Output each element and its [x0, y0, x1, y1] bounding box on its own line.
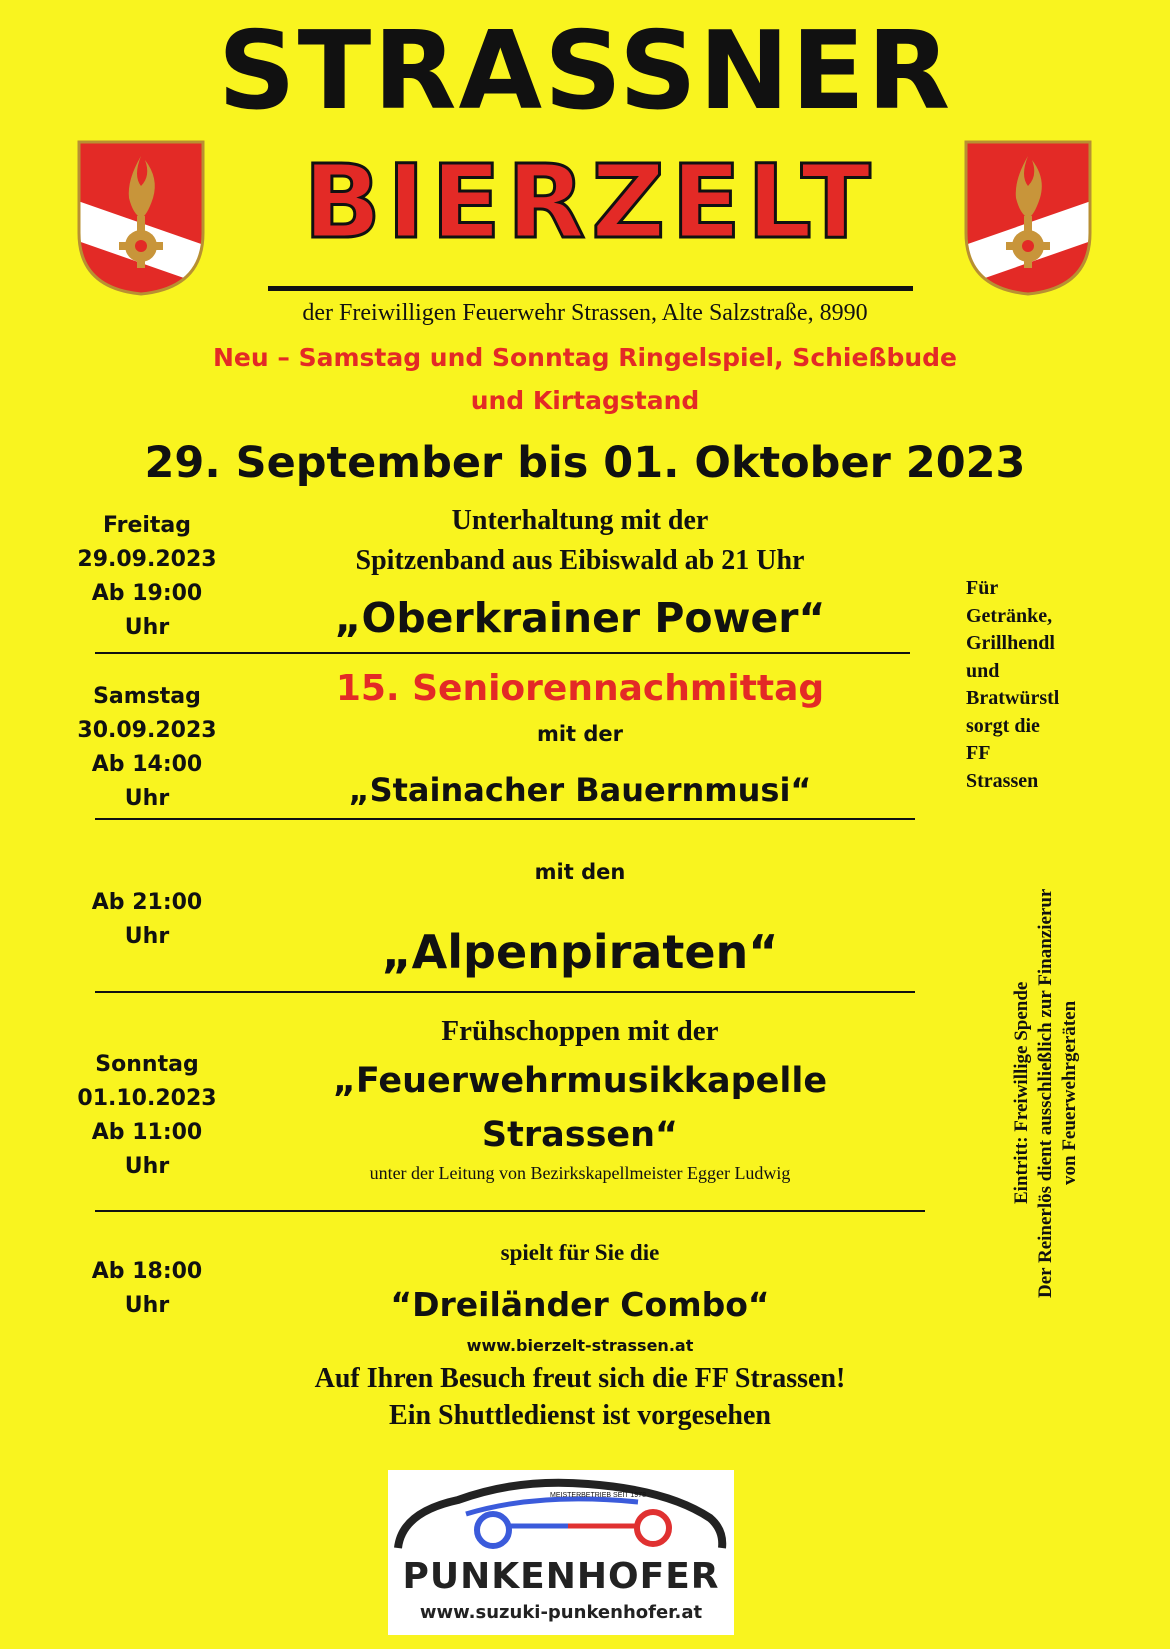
fire-brigade-emblem-right-icon: [962, 138, 1094, 298]
sunday-act-line-1: „Feuerwehrmusikkapelle: [332, 1061, 828, 1101]
friday-intro-2: Spitzenband aus Eibiswald ab 21 Uhr: [355, 545, 805, 576]
sunday-leader: unter der Leitung von Bezirkskapellmeister Egger Ludwig: [369, 1163, 791, 1183]
day-time: Ab 19:00: [91, 581, 203, 606]
saturday-event: 15. Seniorennachmittag: [335, 668, 825, 709]
day-time: Ab 11:00: [91, 1120, 203, 1145]
day-label: Samstag: [93, 684, 201, 709]
poster-title: STRASSNER: [217, 9, 953, 134]
catering-note: [966, 575, 1059, 795]
news-line-1: Neu – Samstag und Sonntag Ringelspiel, Schießbude: [213, 343, 957, 372]
day-time: Ab 14:00: [91, 752, 203, 777]
time-unit: Uhr: [124, 786, 170, 811]
saturday-evening-intro: mit den: [534, 860, 626, 884]
saturday-act: „Stainacher Bauernmusi“: [348, 771, 812, 809]
title-divider: [268, 286, 913, 291]
sunday-act-line-2: Strassen“: [481, 1115, 679, 1155]
day-date: 01.10.2023: [77, 1086, 217, 1111]
event-dates: 29. September bis 01. Oktober 2023: [144, 438, 1026, 488]
sunday-evening-act: “Dreiländer Combo“: [390, 1285, 770, 1324]
section-divider: [95, 818, 915, 820]
sunday-evening-schedule: [62, 1255, 232, 1323]
shuttle-note: Ein Shuttledienst ist vorgesehen: [389, 1400, 771, 1431]
sunday-schedule: [62, 1048, 232, 1184]
saturday-intro: mit der: [536, 722, 624, 746]
day-time: Ab 21:00: [91, 890, 203, 915]
entry-line-3: von Feuerwehrgeräten: [1059, 1000, 1080, 1186]
catering-line: und: [966, 659, 1000, 682]
sunday-intro: Frühschoppen mit der: [441, 1015, 719, 1047]
saturday-schedule: [62, 680, 232, 816]
catering-line: FF: [966, 742, 991, 764]
fire-brigade-emblem-left-icon: [75, 138, 207, 298]
entry-line-1: Eintritt: Freiwillige Spende: [1011, 981, 1032, 1205]
section-divider: [95, 652, 910, 654]
website-link[interactable]: www.bierzelt-strassen.at: [466, 1336, 694, 1355]
time-unit: Uhr: [124, 1293, 170, 1318]
organizer-line: der Freiwilligen Feuerwehr Strassen, Alte Salzstraße, 8990: [302, 300, 868, 326]
car-logo-icon: [388, 1470, 734, 1570]
catering-line: Grillhendl: [966, 632, 1055, 654]
entry-line-2: Der Reinerlös dient ausschließlich zur Finanzierur: [1035, 888, 1056, 1298]
entry-note: [1010, 838, 1090, 1348]
friday-act: „Oberkrainer Power“: [334, 594, 826, 642]
catering-line: Bratwürstl: [966, 687, 1060, 709]
time-unit: Uhr: [124, 1154, 170, 1179]
day-label: Freitag: [102, 513, 192, 538]
day-time: Ab 18:00: [91, 1259, 203, 1284]
sponsor-name: PUNKENHOFER: [402, 1556, 720, 1597]
friday-schedule: [62, 509, 232, 645]
section-divider: [95, 991, 915, 993]
saturday-evening-act: „Alpenpiraten“: [381, 925, 779, 979]
greeting: Auf Ihren Besuch freut sich die FF Strassen!: [314, 1363, 846, 1394]
time-unit: Uhr: [124, 924, 170, 949]
saturday-evening-schedule: [62, 886, 232, 954]
poster-subtitle: BIERZELT: [303, 143, 877, 262]
day-date: 29.09.2023: [77, 547, 217, 572]
sponsor-url[interactable]: www.suzuki-punkenhofer.at: [419, 1602, 703, 1623]
section-divider: [95, 1210, 925, 1212]
day-date: 30.09.2023: [77, 718, 217, 743]
sponsor-tagline: MEISTERBETRIEB SEIT 1978: [550, 1492, 646, 1499]
sunday-evening-intro: spielt für Sie die: [500, 1240, 660, 1265]
sponsor-logo: [388, 1470, 734, 1635]
time-unit: Uhr: [124, 615, 170, 640]
news-line-2: und Kirtagstand: [470, 386, 700, 415]
catering-line: Getränke,: [966, 604, 1053, 627]
catering-line: Strassen: [966, 769, 1039, 792]
catering-line: sorgt die: [966, 714, 1040, 737]
day-label: Sonntag: [95, 1052, 199, 1077]
catering-line: Für: [966, 577, 999, 599]
friday-intro-1: Unterhaltung mit der: [451, 505, 709, 536]
